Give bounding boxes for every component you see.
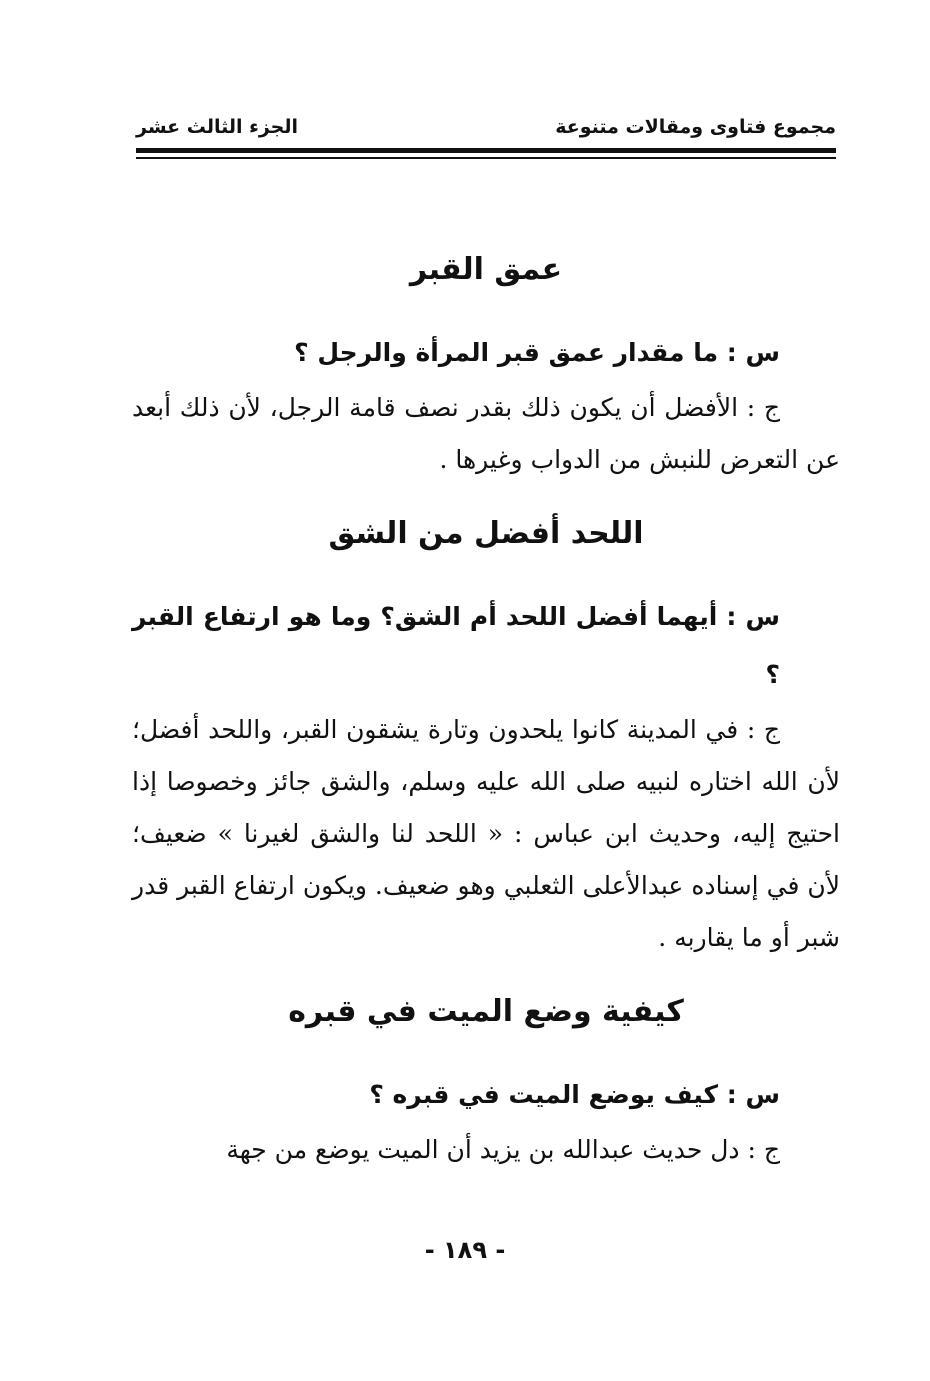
page-number: - ١٨٩ - xyxy=(424,1236,506,1264)
question: س : ما مقدار عمق قبر المرأة والرجل ؟ xyxy=(294,338,780,367)
running-header xyxy=(136,112,836,146)
header-rule-thin xyxy=(136,157,836,159)
section-title: كيفية وضع الميت في قبره xyxy=(288,994,684,1029)
header-rule-thick xyxy=(136,148,836,153)
question: س : كيف يوضع الميت في قبره ؟ xyxy=(369,1080,780,1109)
volume-label: الجزء الثالث عشر xyxy=(136,116,299,138)
section-title: اللحد أفضل من الشق xyxy=(328,516,644,551)
answer: ج : دل حديث عبدالله بن يزيد أن الميت يوضع من جهة xyxy=(226,1135,780,1164)
page-content xyxy=(132,240,840,1176)
answer: ج : في المدينة كانوا يلحدون وتارة يشقون القبر، واللحد أفضل؛ لأن الله اختاره لنبيه صلى الله عليه وسلم، والشق جائز وخصوصا إذا احتيج إليه، وحديث ابن عباس : « اللحد لنا والشق لغيرنا » ضعيف؛ لأن في إسناده عبدالأعلى الثعلبي وهو ضعيف. ويكون ارتفاع القبر قدر شبر أو ما يقاربه . xyxy=(132,715,840,952)
book-title: مجموع فتاوى ومقالات متنوعة xyxy=(555,116,836,138)
answer: ج : الأفضل أن يكون ذلك بقدر نصف قامة الرجل، لأن ذلك أبعد عن التعرض للنبش من الدواب وغيرها . xyxy=(132,393,840,474)
section-title: عمق القبر xyxy=(409,252,563,287)
question: س : أيهما أفضل اللحد أم الشق؟ وما هو ارتفاع القبر ؟ xyxy=(132,602,780,689)
